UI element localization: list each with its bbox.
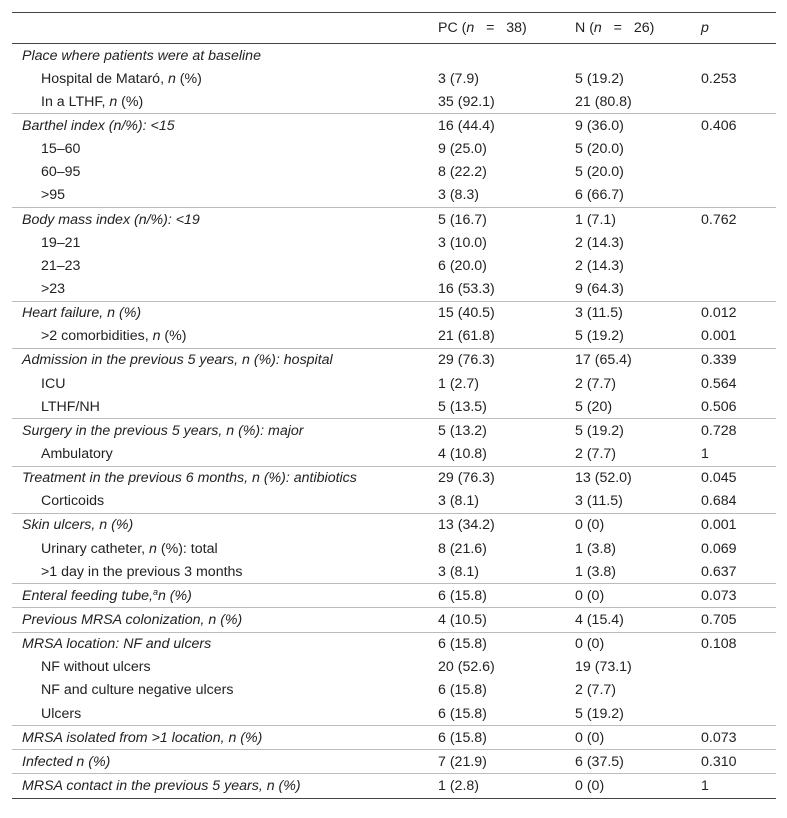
row-label: >95 <box>41 187 66 204</box>
table-row <box>12 254 776 277</box>
row-label: Ulcers <box>41 705 82 722</box>
table-row <box>12 490 776 514</box>
table-row <box>12 656 776 679</box>
table-row <box>12 702 776 726</box>
table-row <box>12 395 776 419</box>
table-row <box>12 679 776 702</box>
table-row <box>12 207 776 231</box>
row-label: Heart failure, n (%) <box>12 301 438 325</box>
cell-n: 0 (0) <box>575 513 701 537</box>
cell-pc: 8 (21.6) <box>438 540 487 557</box>
cell-n: 13 (52.0) <box>575 466 701 490</box>
cell-pc: 13 (34.2) <box>438 513 575 537</box>
table-row <box>12 774 776 798</box>
table-row <box>12 184 776 208</box>
cell-n: 0 (0) <box>575 632 701 656</box>
cell-p: 0.684 <box>701 493 737 510</box>
cell-pc: 6 (20.0) <box>438 257 487 274</box>
cell-p <box>701 90 776 114</box>
cell-p: 0.506 <box>701 398 737 415</box>
cell-p: 0.253 <box>701 70 737 87</box>
table-row <box>12 161 776 184</box>
footnote-marker: a <box>152 587 158 598</box>
cell-pc: 29 (76.3) <box>438 466 575 490</box>
cell-p <box>701 138 776 161</box>
cell-p: 1 <box>701 445 709 462</box>
cell-pc: 6 (15.8) <box>438 632 575 656</box>
row-label: MRSA isolated from >1 location, n (%) <box>12 726 438 750</box>
row-label: In a LTHF, n (%) <box>41 93 144 110</box>
cell-p: 0.108 <box>701 632 776 656</box>
cell-pc: 4 (10.5) <box>438 608 575 632</box>
header-n: N (n = 26) <box>575 13 701 44</box>
cell-pc: 1 (2.8) <box>438 774 575 798</box>
cell-pc: 6 (15.8) <box>438 705 487 722</box>
table-row <box>12 138 776 161</box>
cell-n: 5 (19.2) <box>575 70 624 87</box>
row-label: Treatment in the previous 6 months, n (%): antibiotics <box>12 466 438 490</box>
row-label: NF without ulcers <box>41 659 151 676</box>
cell-pc: 7 (21.9) <box>438 750 575 774</box>
cell-pc: 29 (76.3) <box>438 348 575 372</box>
row-label: Place where patients were at baseline <box>22 47 261 64</box>
row-label: >23 <box>41 280 66 297</box>
table-row <box>12 466 776 490</box>
cell-n: 5 (19.2) <box>575 419 701 443</box>
row-label: Admission in the previous 5 years, n (%): hospital <box>12 348 438 372</box>
cell-n: 9 (36.0) <box>575 114 701 138</box>
table-row <box>12 442 776 466</box>
table-row <box>12 750 776 774</box>
table-row <box>12 372 776 395</box>
cell-p <box>701 161 776 184</box>
cell-pc: 3 (8.3) <box>438 187 480 204</box>
cell-p: 0.728 <box>701 419 776 443</box>
cell-pc: 5 (13.5) <box>438 398 487 415</box>
table-row <box>12 67 776 90</box>
cell-p <box>701 277 776 301</box>
cell-p: 0.564 <box>701 375 737 392</box>
cell-pc: 9 (25.0) <box>438 141 487 158</box>
cell-pc: 3 (8.1) <box>438 493 480 510</box>
cell-p: 0.012 <box>701 301 776 325</box>
row-label: LTHF/NH <box>41 398 100 415</box>
row-label: ICU <box>41 375 66 392</box>
cell-n: 3 (11.5) <box>575 301 701 325</box>
cell-n: 5 (20.0) <box>575 164 624 181</box>
cell-n: 19 (73.1) <box>575 659 632 676</box>
cell-pc: 3 (8.1) <box>438 563 480 580</box>
cell-p <box>701 231 776 254</box>
header-label <box>12 13 438 44</box>
cell-p: 0.001 <box>701 328 737 345</box>
cell-pc: 5 (16.7) <box>438 207 575 231</box>
cell-pc: 3 (7.9) <box>438 70 480 87</box>
cell-p: 0.045 <box>701 466 776 490</box>
row-label: 21–23 <box>41 257 81 274</box>
row-label: 60–95 <box>41 164 81 181</box>
cell-pc: 5 (13.2) <box>438 419 575 443</box>
cell-n: 1 (3.8) <box>575 563 617 580</box>
row-label: Enteral feeding tube,$^a$n (%) <box>12 584 438 608</box>
cell-p <box>701 702 776 726</box>
cell-pc: 21 (61.8) <box>438 328 495 345</box>
cell-p: 0.001 <box>701 513 776 537</box>
cell-pc: 8 (22.2) <box>438 164 487 181</box>
table-row <box>12 277 776 301</box>
cell-p: 0.073 <box>701 584 776 608</box>
table-row <box>12 44 776 68</box>
cell-p <box>701 679 776 702</box>
row-label: Ambulatory <box>41 445 113 462</box>
cell-pc: 15 (40.5) <box>438 301 575 325</box>
cell-n: 9 (64.3) <box>575 280 624 297</box>
cell-n: 2 (7.7) <box>575 375 617 392</box>
row-label: 15–60 <box>41 141 81 158</box>
table-row <box>12 608 776 632</box>
row-label: Previous MRSA colonization, n (%) <box>12 608 438 632</box>
cell-p <box>701 254 776 277</box>
row-label: >2 comorbidities, n (%) <box>41 328 187 345</box>
cell-p <box>701 44 776 68</box>
cell-p: 0.073 <box>701 726 776 750</box>
table-row <box>12 90 776 114</box>
table-row <box>12 231 776 254</box>
cell-n: 2 (7.7) <box>575 445 617 462</box>
cell-pc: 20 (52.6) <box>438 659 495 676</box>
cell-n: 5 (19.2) <box>575 705 624 722</box>
row-label: Barthel index (n/%): <15 <box>12 114 438 138</box>
table-row <box>12 560 776 584</box>
row-label: 19–21 <box>41 234 81 251</box>
cell-p: 1 <box>701 774 776 798</box>
cell-n: 6 (37.5) <box>575 750 701 774</box>
row-label: Hospital de Mataró, n (%) <box>41 70 202 87</box>
cell-p: 0.406 <box>701 114 776 138</box>
row-label: Skin ulcers, n (%) <box>12 513 438 537</box>
table-row <box>12 584 776 608</box>
cell-pc: 35 (92.1) <box>438 93 495 110</box>
header-row <box>12 13 776 44</box>
header-pc: PC (n = 38) <box>438 13 575 44</box>
cell-n: 2 (14.3) <box>575 234 624 251</box>
row-label: >1 day in the previous 3 months <box>41 563 243 580</box>
table-row <box>12 632 776 656</box>
cell-n: 3 (11.5) <box>575 493 623 510</box>
cell-n: 21 (80.8) <box>575 93 632 110</box>
cell-pc: 4 (10.8) <box>438 445 487 462</box>
cell-pc: 6 (15.8) <box>438 726 575 750</box>
cell-n: 1 (3.8) <box>575 540 617 557</box>
row-label: NF and culture negative ulcers <box>41 682 234 699</box>
cell-n: 5 (19.2) <box>575 328 624 345</box>
cell-p: 0.069 <box>701 540 737 557</box>
table-row <box>12 325 776 349</box>
cell-pc: 6 (15.8) <box>438 682 487 699</box>
header-p: p <box>701 13 776 44</box>
table-row <box>12 301 776 325</box>
table-row <box>12 419 776 443</box>
cell-n: 2 (14.3) <box>575 257 624 274</box>
cell-n: 6 (66.7) <box>575 187 624 204</box>
cell-n: 0 (0) <box>575 584 701 608</box>
row-label: Surgery in the previous 5 years, n (%): major <box>12 419 438 443</box>
cell-n: 2 (7.7) <box>575 682 617 699</box>
table-row <box>12 726 776 750</box>
row-label: Infected n (%) <box>12 750 438 774</box>
cell-n: 5 (20) <box>575 398 613 415</box>
cell-n: 5 (20.0) <box>575 141 624 158</box>
cell-p: 0.705 <box>701 608 776 632</box>
cell-n: 0 (0) <box>575 774 701 798</box>
cell-pc: 16 (53.3) <box>438 280 495 297</box>
cell-p: 0.637 <box>701 563 737 580</box>
cell-p: 0.339 <box>701 348 776 372</box>
row-label: Body mass index (n/%): <19 <box>12 207 438 231</box>
row-label: MRSA location: NF and ulcers <box>12 632 438 656</box>
cell-pc: 1 (2.7) <box>438 375 480 392</box>
cell-n: 1 (7.1) <box>575 207 701 231</box>
cell-p <box>701 184 776 208</box>
table-row <box>12 114 776 138</box>
cell-pc: 16 (44.4) <box>438 114 575 138</box>
cell-n <box>575 44 701 68</box>
cell-n: 4 (15.4) <box>575 608 701 632</box>
table-row <box>12 348 776 372</box>
table-row <box>12 537 776 560</box>
data-table <box>12 12 776 799</box>
cell-p <box>701 656 776 679</box>
cell-pc: 6 (15.8) <box>438 584 575 608</box>
table-row <box>12 513 776 537</box>
cell-pc <box>438 44 575 68</box>
cell-pc: 3 (10.0) <box>438 234 487 251</box>
cell-n: 0 (0) <box>575 726 701 750</box>
cell-p: 0.762 <box>701 207 776 231</box>
row-label: MRSA contact in the previous 5 years, n (%) <box>12 774 438 798</box>
cell-p: 0.310 <box>701 750 776 774</box>
row-label: Corticoids <box>41 493 105 510</box>
row-label: Urinary catheter, n (%): total <box>41 540 218 557</box>
cell-n: 17 (65.4) <box>575 348 701 372</box>
